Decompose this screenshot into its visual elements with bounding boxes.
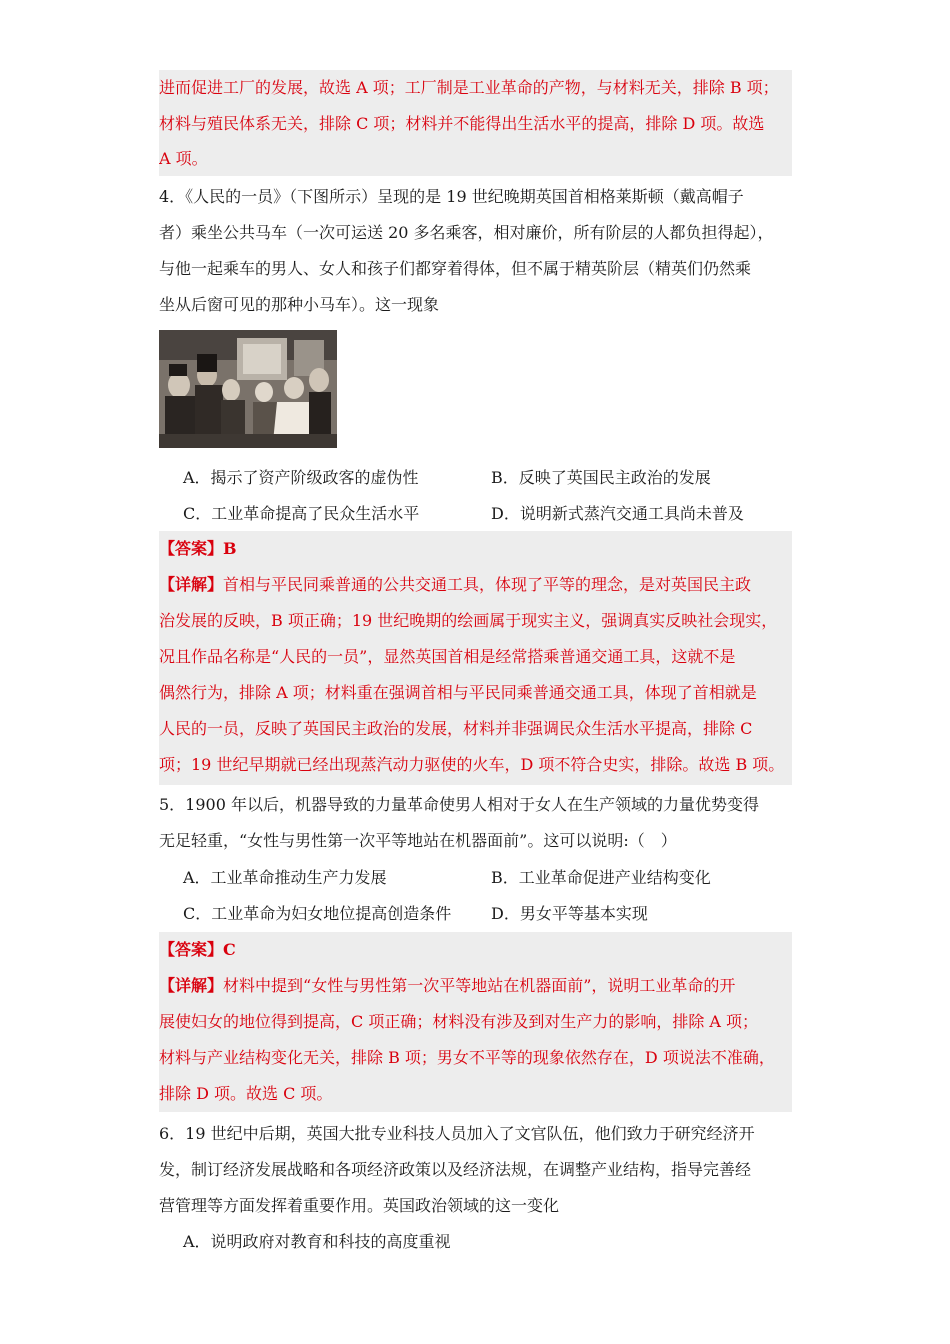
q4-stem bbox=[159, 179, 792, 323]
q4-option-d[interactable]: D．说明新式蒸汽交通工具尚未普及 bbox=[491, 504, 744, 523]
q5-option-c[interactable]: C．工业革命为妇女地位提高创造条件 bbox=[183, 904, 452, 923]
q4-option-b[interactable]: B．反映了英国民主政治的发展 bbox=[491, 468, 711, 487]
q6-stem-line: 营管理等方面发挥着重要作用。英国政治领域的这一变化 bbox=[159, 1196, 560, 1215]
q6-stem-line: 6．19 世纪中后期，英国大批专业科技人员加入了文官队伍，他们致力于研究经济开 bbox=[159, 1124, 755, 1143]
q5-answer: 【答案】C bbox=[159, 940, 236, 959]
q5-stem-line: 无足轻重，“女性与男性第一次平等地站在机器面前”。这可以说明:（ ） bbox=[159, 831, 677, 850]
prev-detail-line: 材料与殖民体系无关，排除 C 项；材料并不能得出生活水平的提高，排除 D 项。故选 bbox=[159, 114, 765, 133]
q5-stem-line: 5．1900 年以后，机器导致的力量革命使男人相对于女人在生产领域的力量优势变得 bbox=[159, 795, 759, 814]
q5-detail-label: 【详解】 bbox=[159, 976, 224, 995]
prev-detail-line: 进而促进工厂的发展，故选 A 项；工厂制是工业革命的产物，与材料无关，排除 B 项； bbox=[159, 78, 779, 97]
q4-stem-line: 者）乘坐公共马车（一次可运送 20 多名乘客，相对廉价，所有阶层的人都负担得起）， bbox=[159, 223, 774, 242]
q6-option-a[interactable]: A．说明政府对教育和科技的高度重视 bbox=[183, 1232, 451, 1251]
q5-stem bbox=[159, 787, 792, 859]
q5-detail-line: 排除 D 项。故选 C 项。 bbox=[159, 1084, 333, 1103]
q4-answer: 【答案】B bbox=[159, 539, 237, 558]
q6-options bbox=[159, 1224, 792, 1260]
painting-image bbox=[159, 330, 337, 448]
q5-options bbox=[159, 860, 792, 932]
q4-detail-label: 【详解】 bbox=[159, 575, 224, 594]
q5-detail-text: 材料中提到“女性与男性第一次平等地站在机器面前”，说明工业革命的开 bbox=[223, 976, 736, 995]
q6-stem bbox=[159, 1116, 792, 1224]
q4-stem-line: 坐从后窗可见的那种小马车）。这一现象 bbox=[159, 295, 440, 314]
prev-detail-line: A 项。 bbox=[159, 149, 208, 168]
q4-answer-block bbox=[159, 531, 792, 785]
q4-options bbox=[159, 460, 792, 532]
q5-answer-block bbox=[159, 932, 792, 1112]
q4-option-c[interactable]: C．工业革命提高了民众生活水平 bbox=[183, 504, 420, 523]
q5-option-b[interactable]: B．工业革命促进产业结构变化 bbox=[491, 868, 711, 887]
q4-detail-line: 况且作品名称是“人民的一员”，显然英国首相是经常搭乘普通交通工具，这就不是 bbox=[159, 647, 736, 666]
q5-option-a[interactable]: A．工业革命推动生产力发展 bbox=[183, 868, 387, 887]
prev-detail-block bbox=[159, 70, 792, 176]
q4-detail-line: 偶然行为，排除 A 项；材料重在强调首相与平民同乘普通交通工具，体现了首相就是 bbox=[159, 683, 757, 702]
q5-detail-line bbox=[159, 968, 792, 1004]
q4-detail-line: 人民的一员，反映了英国民主政治的发展，材料并非强调民众生活水平提高，排除 C bbox=[159, 719, 753, 738]
q4-stem-line: 与他一起乘车的男人、女人和孩子们都穿着得体，但不属于精英阶层（精英们仍然乘 bbox=[159, 259, 752, 278]
q4-option-a[interactable]: A．揭示了资产阶级政客的虚伪性 bbox=[183, 468, 419, 487]
q4-detail-line bbox=[159, 567, 792, 603]
q5-detail-line: 材料与产业结构变化无关，排除 B 项；男女不平等的现象依然存在，D 项说法不准确， bbox=[159, 1048, 775, 1067]
q4-detail-text: 首相与平民同乘普通的公共交通工具，体现了平等的理念，是对英国民主政 bbox=[223, 575, 752, 594]
q5-option-d[interactable]: D．男女平等基本实现 bbox=[491, 904, 648, 923]
q6-stem-line: 发，制订经济发展战略和各项经济政策以及经济法规，在调整产业结构，指导完善经 bbox=[159, 1160, 752, 1179]
q4-stem-line: 4．《人民的一员》（下图所示）呈现的是 19 世纪晚期英国首相格莱斯顿（戴高帽子 bbox=[159, 187, 744, 206]
q4-detail-line: 项；19 世纪早期就已经出现蒸汽动力驱使的火车，D 项不符合史实，排除。故选 B 项。 bbox=[159, 755, 785, 774]
q5-detail-line: 展使妇女的地位得到提高，C 项正确；材料没有涉及到对生产力的影响，排除 A 项； bbox=[159, 1012, 759, 1031]
q4-detail-line: 治发展的反映，B 项正确；19 世纪晚期的绘画属于现实主义，强调真实反映社会现实， bbox=[159, 611, 778, 630]
